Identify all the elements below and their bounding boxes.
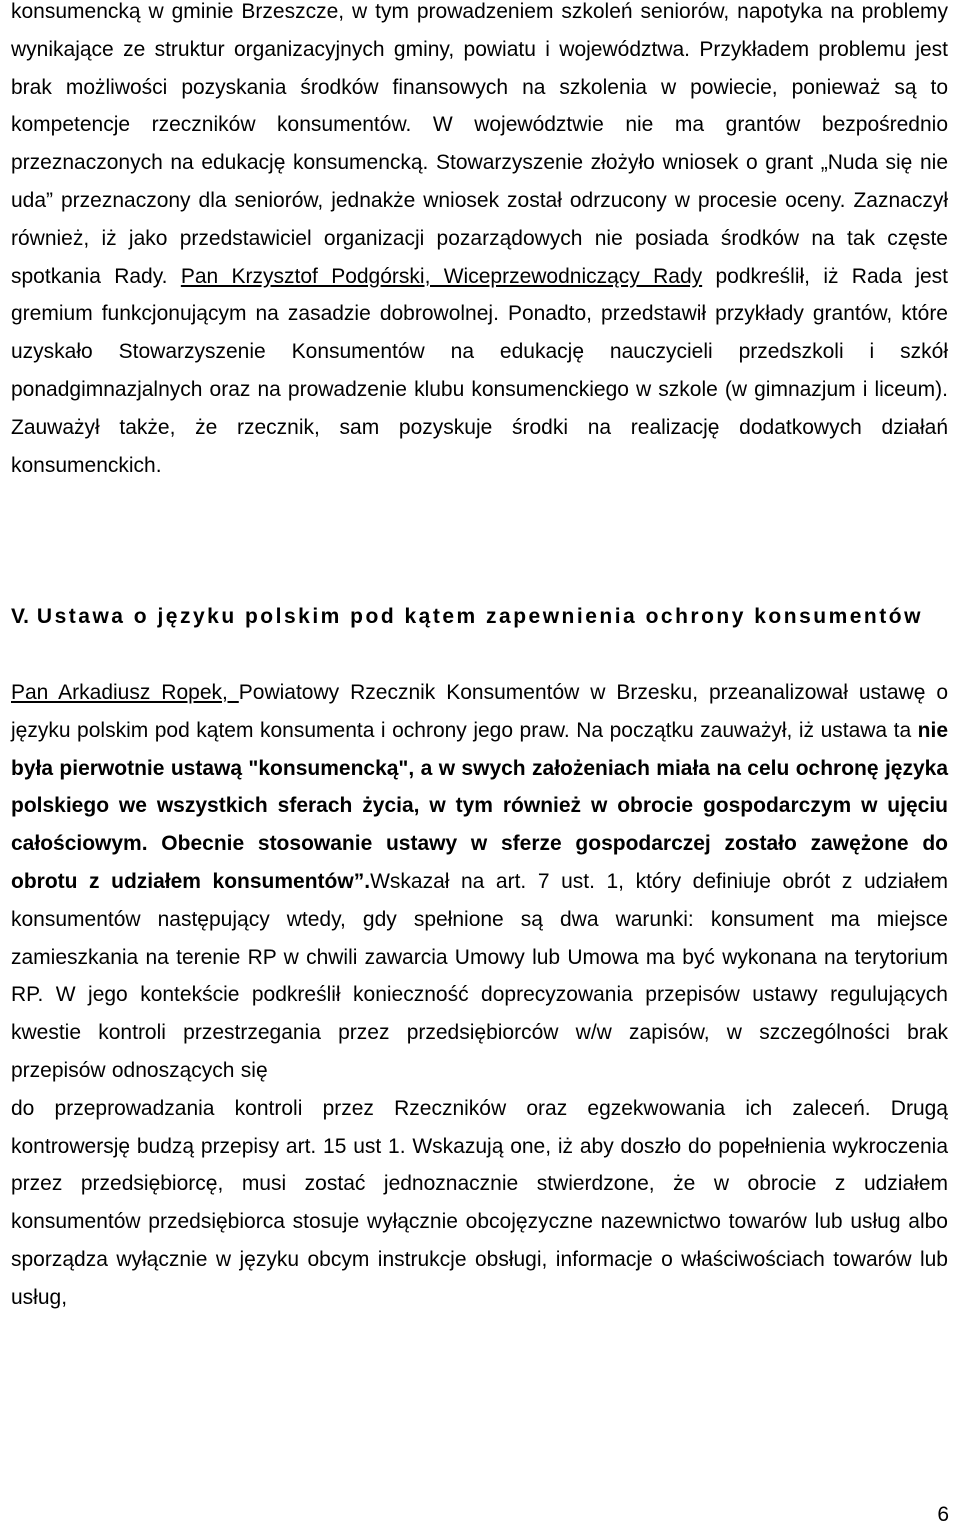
section-title: Ustawa o języku polskim pod kątem zapewnienia ochrony konsumentów [36,605,923,628]
section-heading [11,598,959,636]
paragraph-text: Wskazał na art. 7 ust. 1, który definiuje obrót z udziałem konsumentów następujący wtedy, gdy spełnione są dwa warunki: konsument ma miejsce zamieszkania na terenie RP w chwili zawarcia Umowy lub Umowa ma być wykonana na terytorium RP. W jego kontekście podkreślił konieczność doprecyzowania przepisów ustawy regulujących kwestie kontroli przestrzegania przez przedsiębiorców w/w zapisów, w szczególności brak przepisów odnoszących się [11,869,948,1082]
paragraph-ropek [11,674,948,1090]
paragraph-text: konsumencką w gminie Brzeszcze, w tym prowadzeniem szkoleń seniorów, napotyka na problemy wynikające ze struktur organizacyjnych gminy, powiatu i województwa. Przykładem problemu jest brak możliwości pozyskania środków finansowych na szkolenia w powiecie, ponieważ są to kompetencje rzeczników konsumentów. W województwie nie ma grantów bezpośrednio przeznaczonych na edukację konsumencką. Stowarzyszenie złożyło wniosek o grant „Nuda się nie uda” przeznaczony dla seniorów, jednakże wniosek został odrzucony w procesie oceny. Zaznaczył również, iż jako przedstawiciel organizacji pozarządowych nie posiada środków na tak częste spotkania Rady. [11,0,948,288]
section-body [11,674,948,1317]
paragraph-brzeszcze [11,0,948,484]
bold-statement: nie była pierwotnie ustawą "konsumencką", a w swych założeniach miała na celu ochronę języka polskiego we wszystkich sferach życia, w tym również w obrocie gospodarczym w ujęciu całościowym. Obecnie stosowanie ustawy w sferze gospodarczej zostało zawężone do obrotu z udziałem konsumentów”. [11,718,948,893]
paragraph-continuation: do przeprowadzania kontroli przez Rzeczników oraz egzekwowania ich zaleceń. Drugą kontrowersję budzą przepisy art. 15 ust 1. Wskazują one, iż aby doszło do popełnienia wykroczenia przez przedsiębiorcę, musi zostać jednoznacznie stwierdzone, że w obrocie z udziałem konsumentów przedsiębiorca stosuje wyłącznie obcojęzyczne nazewnictwo towarów lub usług albo sporządza wyłącznie w języku obcym instrukcje obsługi, informacje o właściwościach towarów lub usług, [11,1096,948,1309]
paragraph-text: Powiatowy Rzecznik Konsumentów w Brzesku, przeanalizował ustawę o języku polskim pod kątem konsumenta i ochrony jego praw. Na początku zauważył, iż ustawa ta [11,681,949,742]
paragraph-text: podkreślił, iż Rada jest gremium funkcjonującym na zasadzie dobrowolnej. Ponadto, przedstawił przykłady grantów, które uzyskało Stowarzyszenie Konsumentów na edukację nauczycieli przedszkoli i szkół ponadgimnazjalnych oraz na prowadzenie klubu konsumenckiego w szkole (w gimnazjum i liceum). Zauważył także, że rzecznik, sam pozyskuje środki na realizację dodatkowych działań konsumenckich. [11,264,948,477]
section-number: V. [11,605,29,628]
speaker-name-ropek: Pan Arkadiusz Ropek, [11,681,239,704]
speaker-name-podgorski: Pan Krzysztof Podgórski, Wiceprzewodniczący Rady [180,264,703,288]
page-number: 6 [937,1503,949,1526]
